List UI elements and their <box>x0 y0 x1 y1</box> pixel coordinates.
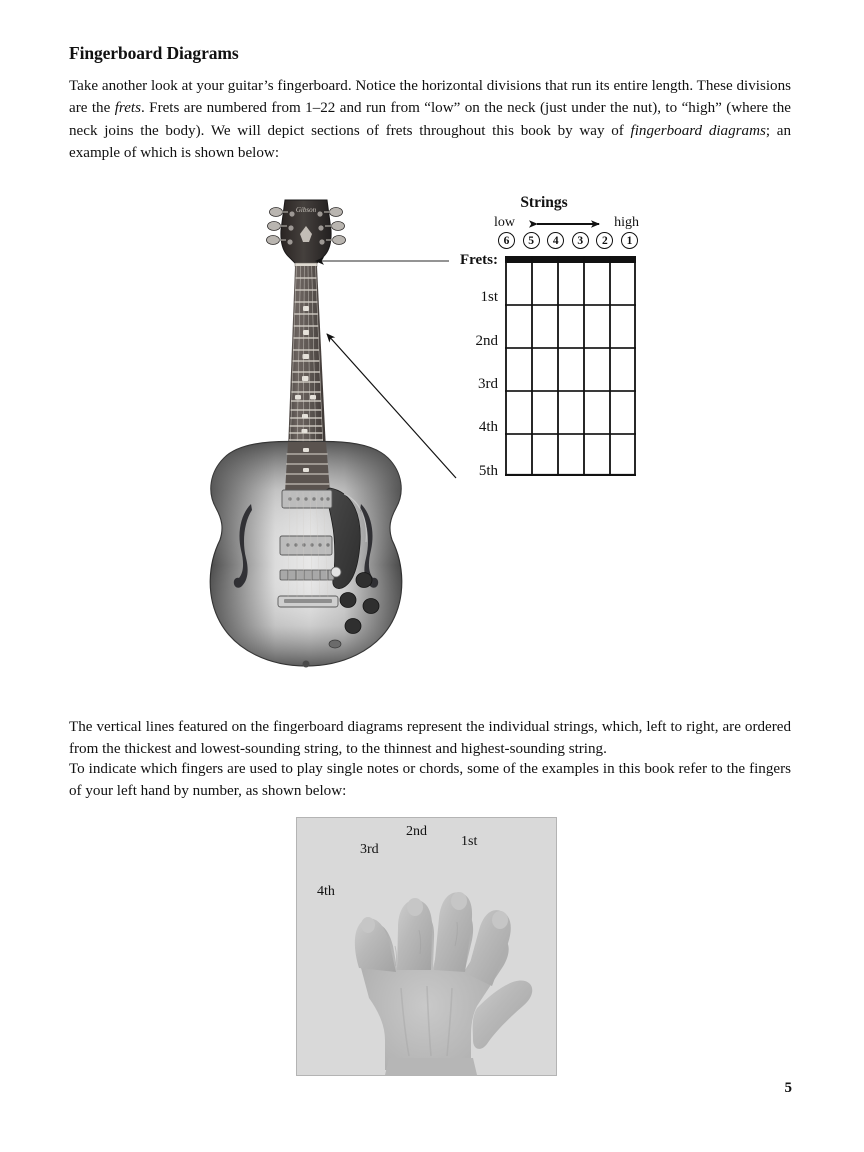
guitar-photo <box>196 192 412 682</box>
guitar-tailpiece <box>278 596 338 607</box>
svg-text:Gibson: Gibson <box>295 206 317 214</box>
fret-label-column <box>450 252 498 479</box>
string-number-row <box>498 232 638 252</box>
fret-grid <box>459 252 636 479</box>
guitar-neck <box>288 266 326 450</box>
high-label: high <box>614 215 639 230</box>
guitar-illustration <box>196 192 412 682</box>
string-number-6: 6 <box>498 232 515 249</box>
strings-title: Strings <box>520 194 568 211</box>
low-high-row <box>494 215 639 233</box>
intro-paragraph <box>69 75 791 164</box>
fret-label-2nd: 2nd <box>475 333 498 349</box>
guitar-body <box>210 442 402 668</box>
double-arrow-icon <box>527 217 609 231</box>
finger-label-4th: 4th <box>317 884 335 899</box>
fingerboard-diagram <box>449 194 649 494</box>
fret-label-4th: 4th <box>478 419 498 435</box>
string-number-5: 5 <box>523 232 540 249</box>
finger-label-2nd: 2nd <box>406 824 427 839</box>
guitar-headstock <box>267 200 346 264</box>
string-number-4: 4 <box>547 232 564 249</box>
intro-text-b: . Frets are numbered from 1–22 and run from “low” on the neck (just under the nut), to “high” (where the neck joins the body). We will depict sections of frets throughout this book by way of <box>69 100 791 139</box>
finger-label-3rd: 3rd <box>360 842 379 857</box>
hand-illustration <box>297 818 556 1075</box>
strings-explanation-paragraph: The vertical lines featured on the fingerboard diagrams represent the individual strings, which, left to right, are ordered from the thickest and lowest-sounding string, to the thinnest and highest-sounding string. <box>69 719 791 758</box>
intro-text-a: Take another look at your guitar’s fingerboard. Notice the horizontal divisions that run its entire length. These divisions are the <box>69 78 791 117</box>
page-number: 5 <box>784 1080 792 1096</box>
frets-italic: frets <box>114 100 141 117</box>
low-label: low <box>494 215 515 230</box>
hand-photo <box>296 817 557 1076</box>
guitar-nut <box>295 263 317 266</box>
page-title: Fingerboard Diagrams <box>69 43 239 63</box>
fret-label-1st: 1st <box>480 289 498 305</box>
bridge-pickup <box>280 536 332 555</box>
string-number-1: 1 <box>621 232 638 249</box>
fingerboard-diagrams-italic: fingerboard diagrams <box>630 122 766 139</box>
intro-text-c: ; an example of which is shown below: <box>69 122 791 161</box>
fret-grid-svg <box>505 256 636 476</box>
fret-label-3rd: 3rd <box>478 376 498 392</box>
guitar-bridge <box>280 570 334 580</box>
finger-label-1st: 1st <box>461 834 478 849</box>
string-number-3: 3 <box>572 232 589 249</box>
frets-label: Frets: <box>459 252 498 268</box>
fingers-explanation-paragraph: To indicate which fingers are used to play single notes or chords, some of the examples in this book refer to the fingers of your left hand by number, as shown below: <box>69 761 791 800</box>
string-number-2: 2 <box>596 232 613 249</box>
fret-label-5th: 5th <box>478 463 498 479</box>
